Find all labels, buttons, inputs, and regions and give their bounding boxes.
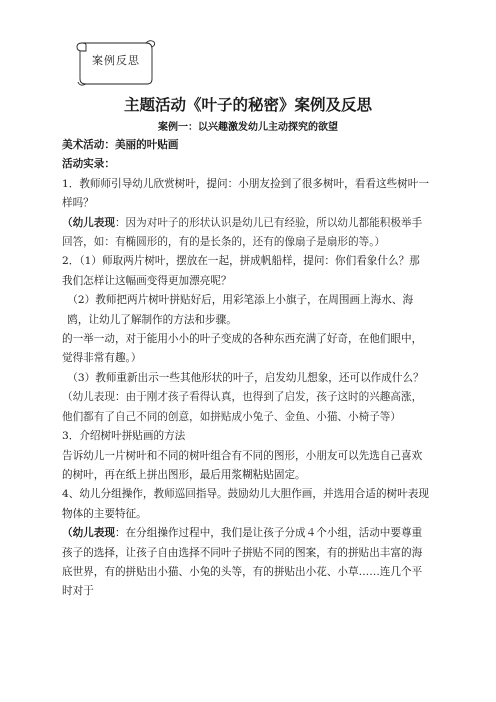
case-reflection-banner: [74, 37, 158, 87]
paragraph-6: （3）教师重新出示一些其他形状的叶子，启发幼儿想象，还可以作成什么？: [67, 371, 424, 384]
case-subtitle: 案例一：以兴趣激发幼儿主动探究的欲望: [158, 122, 338, 133]
paragraph-8: 3．介绍树叶拼贴画的方法: [62, 430, 186, 443]
record-heading: 活动实录：: [62, 158, 115, 171]
document-title: 主题活动《叶子的秘密》案例及反思: [123, 96, 372, 114]
paragraph-10: 4、幼儿分组操作，教师巡回指导。鼓励幼儿大胆作画，并选用合适的树叶表现物体的主要特征。: [62, 488, 429, 520]
document-body: [62, 136, 430, 602]
paragraph-3: 2．（1）师取两片树叶，摆放在一起，拼成帆船样，提问：你们看象什么？那我们怎样让这幅画变得更加漂亮呢？: [62, 255, 420, 287]
paragraph-9: 告诉幼儿一片树叶和不同的树叶组合有不同的图形，小朋友可以先选自己喜欢的树叶，再在纸上拼出图形，最后用浆糊粘贴固定。: [62, 449, 423, 481]
paragraph-7: （幼儿表现：由于刚才孩子看得认真，也得到了启发，孩子这时的兴趣高涨，他们都有了自己不同的创意，如拼贴成小兔子、金鱼、小猫、小椅子等）: [62, 391, 423, 423]
paragraph-4: （2）教师把两片树叶拼贴好后，用彩笔添上小旗子，在周围画上海水、海鸥，让幼儿了解制作的方法和步骤。: [67, 294, 414, 326]
paragraph-2: [62, 214, 430, 253]
paragraph-5: 的一举一动，对于能用小小的叶子变成的各种东西充满了好奇，在他们眼中，觉得非常有趣。）: [62, 333, 423, 365]
paragraph-1: 1．教师师引导幼儿欣赏树叶，提问：小朋友捡到了很多树叶，看看这些树叶一样吗？: [62, 177, 429, 210]
child-performance-label: （幼儿表现: [62, 216, 115, 229]
paragraph-2-text: ：因为对叶子的形状认识是幼儿已有经验，所以幼儿都能积极举手回答，如：有椭圆形的，有的是长条的，还有的像扇子是扇形的等。）: [62, 216, 423, 249]
section-heading: 美术活动：美丽的叶贴画: [62, 139, 179, 151]
child-performance-label-2: （幼儿表现: [62, 527, 115, 540]
banner-label: 案例反思: [92, 54, 140, 67]
paragraph-11: [62, 524, 430, 602]
paragraph-11-text: ：在分组操作过程中，我们是让孩子分成４个小组，活动中要尊重孩子的选择，让孩子自由选择不同叶子拼贴不同的图案，有的拼贴出丰富的海底世界，有的拼贴出小猫、小兔的头等，有的拼贴出小花、小草……连几个平时对于: [62, 527, 423, 598]
